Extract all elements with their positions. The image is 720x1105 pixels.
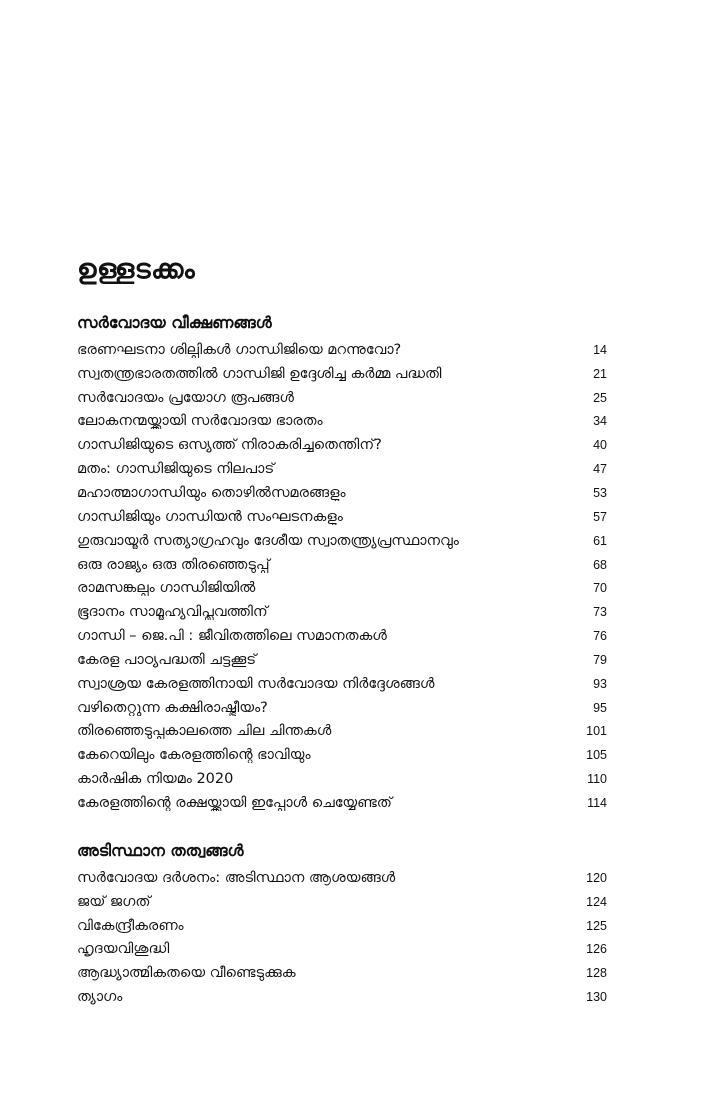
toc-entry [77, 985, 607, 1009]
toc-entry-title: വികേന്ദ്രീകരണം [77, 917, 184, 934]
toc-entry-title: വഴിതെറ്റുന്ന കക്ഷിരാഷ്ട്രീയം? [77, 699, 268, 716]
toc-section [77, 310, 607, 815]
toc-entry-page-number: 47 [593, 462, 607, 477]
toc-entry [77, 505, 607, 529]
toc-entry-page-number: 110 [587, 772, 607, 787]
toc-entry-page-number: 25 [593, 390, 607, 405]
toc-entry-page-number: 76 [593, 629, 607, 644]
toc-entry-list [77, 866, 607, 1009]
toc-entry [77, 338, 607, 362]
toc-entry-title: ഒരു രാജ്യം ഒരു തിരഞ്ഞെടുപ്പ് [77, 556, 270, 573]
toc-entry [77, 410, 607, 434]
toc-entry-title: ലോകനന്മയ്ക്കായി സർവോദയ ഭാരതം [77, 413, 323, 430]
toc-entry-list [77, 338, 607, 815]
toc-entry [77, 553, 607, 577]
toc-entry-title: മതം: ഗാന്ധിജിയുടെ നിലപാട് [77, 461, 275, 478]
toc-entry-page-number: 14 [593, 342, 607, 357]
toc-entry-title: സർവോദയ ദർശനം: അടിസ്ഥാന ആശയങ്ങൾ [77, 869, 396, 886]
toc-entry [77, 914, 607, 938]
toc-entry [77, 791, 607, 815]
toc-entry [77, 767, 607, 791]
toc-entry-page-number: 130 [586, 990, 607, 1005]
toc-entry-page-number: 120 [586, 870, 607, 885]
toc-entry-title: സ്വതന്ത്രഭാരതത്തിൽ ഗാന്ധിജി ഉദ്ദേശിച്ച കർമ്മ പദ്ധതി [77, 365, 442, 382]
toc-entry-page-number: 101 [586, 724, 607, 739]
toc-entry-page-number: 53 [593, 485, 607, 500]
toc-entry-title: ഗുരുവായൂർ സത്യാഗ്രഹവും ദേശീയ സ്വാതന്ത്ര്യപ്രസ്ഥാനവും [77, 532, 459, 549]
toc-entry-title: ഭരണഘടനാ ശില്പികൾ ഗാന്ധിജിയെ മറന്നുവോ? [77, 341, 402, 358]
toc-entry-page-number: 61 [593, 533, 607, 548]
toc-entry-title: ഗാന്ധിജിയുടെ ഒസ്യത്ത് നിരാകരിച്ചതെന്തിന്? [77, 437, 382, 454]
toc-entry-page-number: 73 [593, 605, 607, 620]
toc-entry [77, 938, 607, 962]
toc-entry [77, 481, 607, 505]
toc-entry-page-number: 57 [593, 509, 607, 524]
toc-entry-page-number: 124 [586, 894, 607, 909]
toc-entry [77, 433, 607, 457]
toc-entry-page-number: 105 [586, 748, 607, 763]
toc-entry-title: കാർഷിക നിയമം 2020 [77, 771, 234, 788]
toc-entry [77, 624, 607, 648]
toc-entry-title: ഭൂദാനം സാമൂഹ്യവിപ്ലവത്തിന് [77, 604, 268, 621]
toc-entry-title: ഗാന്ധിജിയും ഗാന്ധിയൻ സംഘടനകളും [77, 508, 343, 525]
toc-entry-title: കേരളത്തിന്റെ രക്ഷയ്ക്കായി ഇപ്പോൾ ചെയ്യേണ്ടത് [77, 794, 392, 811]
toc-entry-title: സ്വാശ്രയ കേരളത്തിനായി സർവോദയ നിർദ്ദേശങ്ങൾ [77, 675, 435, 692]
toc-entry-page-number: 128 [586, 966, 607, 981]
toc-entry [77, 362, 607, 386]
toc-entry-title: കേരള പാഠ്യപദ്ധതി ചട്ടക്കൂട് [77, 651, 257, 668]
toc-entry [77, 866, 607, 890]
toc-entry [77, 890, 607, 914]
toc-entry-page-number: 40 [593, 438, 607, 453]
toc-entry [77, 648, 607, 672]
toc-entry [77, 386, 607, 410]
toc-entry-title: ഗാന്ധി – ജെ.പി : ജീവിതത്തിലെ സമാനതകൾ [77, 628, 387, 645]
section-heading: സർവോദയ വീക്ഷണങ്ങൾ [77, 313, 272, 332]
toc-entry-page-number: 70 [593, 581, 607, 596]
toc-entry-title: മഹാത്മാഗാന്ധിയും തൊഴിൽസമരങ്ങളും [77, 484, 346, 501]
toc-entry [77, 672, 607, 696]
toc-entry-page-number: 125 [586, 918, 607, 933]
toc-entry-page-number: 114 [587, 795, 607, 810]
toc-entry [77, 720, 607, 744]
toc-entry-page-number: 21 [593, 366, 607, 381]
toc-entry-title: ജയ് ജഗത് [77, 893, 151, 910]
toc-entry [77, 457, 607, 481]
toc-entry-page-number: 93 [593, 676, 607, 691]
toc-entry [77, 961, 607, 985]
toc-entry-page-number: 95 [593, 700, 607, 715]
toc-entry-title: ആദ്ധ്യാത്മികതയെ വീണ്ടെടുക്കുക [77, 965, 296, 982]
toc-entry [77, 696, 607, 720]
toc-entry-page-number: 34 [593, 414, 607, 429]
toc-entry-title: സർവോദയം പ്രയോഗ രൂപങ്ങൾ [77, 389, 294, 406]
page-title: ഉള്ളടക്കം [77, 254, 196, 285]
toc-entry-page-number: 79 [593, 652, 607, 667]
toc-entry-title: ത്യാഗം [77, 989, 123, 1006]
toc-entry [77, 743, 607, 767]
toc-entry-page-number: 126 [586, 942, 607, 957]
toc-entry [77, 600, 607, 624]
toc-entry-title: രാമസങ്കല്പം ഗാന്ധിജിയിൽ [77, 580, 256, 597]
toc-section [77, 838, 607, 1009]
toc-entry-title: കേറെയിലും കേരളത്തിന്റെ ഭാവിയും [77, 747, 311, 764]
toc-entry [77, 529, 607, 553]
toc-entry-page-number: 68 [593, 557, 607, 572]
toc-entry [77, 576, 607, 600]
toc-entry-title: തിരഞ്ഞെടുപ്പുകാലത്തെ ചില ചിന്തകൾ [77, 723, 332, 740]
section-heading: അടിസ്ഥാന തത്വങ്ങൾ [77, 841, 244, 860]
toc-entry-title: ഹൃദയവിശുദ്ധി [77, 941, 170, 958]
